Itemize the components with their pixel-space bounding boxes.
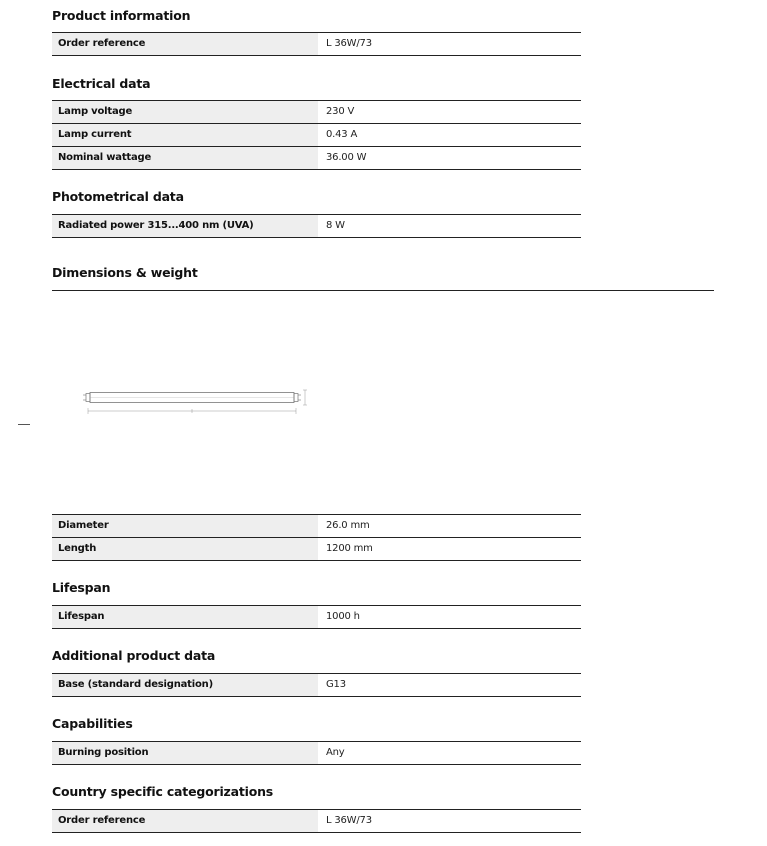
row-label: Diameter bbox=[52, 515, 318, 537]
row-label: Order reference bbox=[52, 810, 318, 832]
table-lifespan bbox=[52, 605, 581, 629]
table-capabilities bbox=[52, 741, 581, 765]
row-label: Base (standard designation) bbox=[52, 674, 318, 696]
margin-mark bbox=[18, 424, 30, 425]
table-row bbox=[52, 537, 581, 561]
table-country-specific bbox=[52, 809, 581, 833]
row-label: Lamp voltage bbox=[52, 101, 318, 123]
section-title-capabilities: Capabilities bbox=[52, 716, 133, 731]
section-title-product-information: Product information bbox=[52, 8, 191, 23]
table-additional-product-data bbox=[52, 673, 581, 697]
table-row bbox=[52, 146, 581, 170]
table-row bbox=[52, 214, 581, 238]
row-label: Lifespan bbox=[52, 606, 318, 628]
row-value: L 36W/73 bbox=[326, 38, 372, 49]
row-label: Nominal wattage bbox=[52, 147, 318, 169]
table-photometrical-data bbox=[52, 214, 581, 238]
table-row bbox=[52, 605, 581, 629]
row-value: 26.0 mm bbox=[326, 520, 370, 531]
row-value: 1200 mm bbox=[326, 543, 373, 554]
table-dimensions-weight bbox=[52, 514, 581, 561]
table-row bbox=[52, 100, 581, 123]
row-value: 0.43 A bbox=[326, 129, 358, 140]
section-title-additional-product-data: Additional product data bbox=[52, 648, 216, 663]
row-value: 36.00 W bbox=[326, 152, 367, 163]
section-title-country-specific: Country specific categorizations bbox=[52, 784, 274, 799]
row-label: Lamp current bbox=[52, 124, 318, 146]
row-value: Any bbox=[326, 747, 345, 758]
row-label: Radiated power 315...400 nm (UVA) bbox=[52, 215, 318, 237]
section-divider bbox=[52, 290, 714, 291]
table-row bbox=[52, 673, 581, 697]
section-title-electrical-data: Electrical data bbox=[52, 76, 151, 91]
table-row bbox=[52, 809, 581, 833]
row-value: 1000 h bbox=[326, 611, 360, 622]
fluorescent-tube-drawing-icon bbox=[80, 384, 312, 418]
table-product-information bbox=[52, 32, 581, 56]
row-value: L 36W/73 bbox=[326, 815, 372, 826]
table-row bbox=[52, 741, 581, 765]
table-row bbox=[52, 123, 581, 146]
row-label: Length bbox=[52, 538, 318, 560]
table-row bbox=[52, 514, 581, 537]
row-label: Burning position bbox=[52, 742, 318, 764]
table-row bbox=[52, 32, 581, 56]
row-label: Order reference bbox=[52, 33, 318, 55]
row-value: G13 bbox=[326, 679, 346, 690]
section-title-dimensions-weight: Dimensions & weight bbox=[52, 265, 198, 280]
section-title-lifespan: Lifespan bbox=[52, 580, 111, 595]
row-value: 230 V bbox=[326, 106, 355, 117]
table-electrical-data bbox=[52, 100, 581, 170]
row-value: 8 W bbox=[326, 220, 345, 231]
section-title-photometrical-data: Photometrical data bbox=[52, 189, 184, 204]
